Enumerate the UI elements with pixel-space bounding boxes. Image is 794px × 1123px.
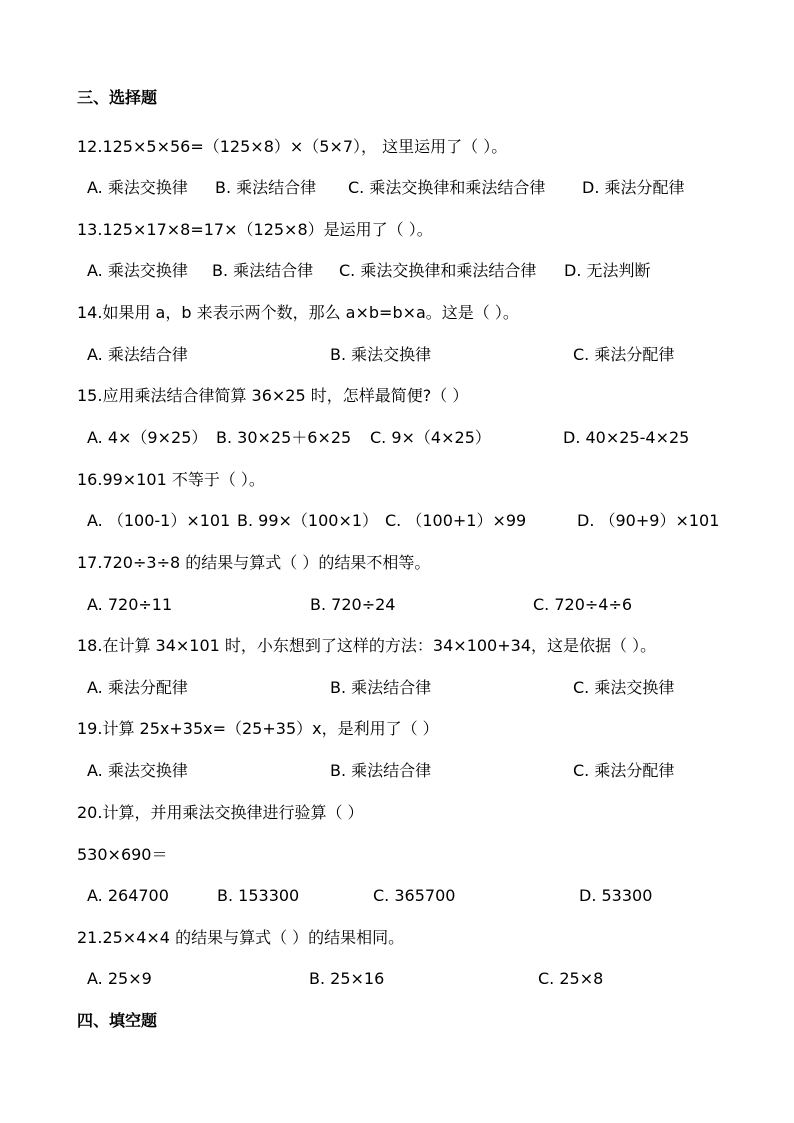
option: C. （100+1）×99 <box>385 511 527 530</box>
option: C. 乘法交换律 <box>573 678 675 697</box>
option: C. 乘法交换律和乘法结合律 <box>348 178 546 197</box>
choice-section-title: 三、选择题 <box>77 88 158 107</box>
option: B. 乘法结合律 <box>215 178 317 197</box>
option: A. 乘法交换律 <box>87 761 188 780</box>
question-stem: 17.720÷3÷8 的结果与算式（ ）的结果不相等。 <box>77 553 431 572</box>
option: C. 365700 <box>373 886 456 905</box>
question-stem: 13.125×17×8=17×（125×8）是运用了（ ）。 <box>77 220 433 239</box>
option: A. 720÷11 <box>87 595 173 614</box>
option: B. 153300 <box>217 886 300 905</box>
option: A. （100-1）×101 <box>87 511 231 530</box>
option: B. 乘法结合律 <box>330 761 432 780</box>
question-stem: 20.计算，并用乘法交换律进行验算（ ） <box>77 803 364 822</box>
option: C. 乘法交换律和乘法结合律 <box>339 261 537 280</box>
question-stem: 16.99×101 不等于（ ）。 <box>77 470 265 489</box>
option: B. 99×（100×1） <box>237 511 379 530</box>
option: D. 40×25-4×25 <box>563 428 690 447</box>
option: A. 乘法交换律 <box>87 178 188 197</box>
option: B. 25×16 <box>309 969 385 988</box>
question-stem: 21.25×4×4 的结果与算式（ ）的结果相同。 <box>77 928 405 947</box>
option: C. 乘法分配律 <box>573 345 675 364</box>
option: D. （90+9）×101 <box>577 511 720 530</box>
option: D. 53300 <box>579 886 653 905</box>
option: B. 乘法结合律 <box>212 261 314 280</box>
question-expression: 530×690＝ <box>77 845 168 864</box>
option: A. 4×（9×25） <box>87 428 208 447</box>
question-stem: 18.在计算 34×101 时，小东想到了这样的方法：34×100+34，这是依据（ ）。 <box>77 636 657 655</box>
option: A. 乘法交换律 <box>87 261 188 280</box>
option: B. 乘法结合律 <box>330 678 432 697</box>
option: B. 720÷24 <box>310 595 396 614</box>
option: A. 乘法结合律 <box>87 345 188 364</box>
fill-section-title: 四、填空题 <box>77 1011 158 1030</box>
question-stem: 15.应用乘法结合律简算 36×25 时，怎样最简便?（ ） <box>77 386 469 405</box>
option: A. 264700 <box>87 886 169 905</box>
option: C. 720÷4÷6 <box>533 595 633 614</box>
option: C. 25×8 <box>538 969 604 988</box>
option: A. 25×9 <box>87 969 152 988</box>
option: D. 乘法分配律 <box>582 178 685 197</box>
question-stem: 19.计算 25x+35x=（25+35）x，是利用了（ ） <box>77 719 439 738</box>
option: A. 乘法分配律 <box>87 678 188 697</box>
option: B. 30×25＋6×25 <box>216 428 352 447</box>
question-stem: 14.如果用 a，b 来表示两个数，那么 a×b=b×a。这是（ ）。 <box>77 303 519 322</box>
question-stem: 12.125×5×56=（125×8）×（5×7）， 这里运用了（ ）。 <box>77 137 508 156</box>
option: D. 无法判断 <box>564 261 651 280</box>
option: C. 9×（4×25） <box>370 428 491 447</box>
option: B. 乘法交换律 <box>330 345 432 364</box>
option: C. 乘法分配律 <box>573 761 675 780</box>
